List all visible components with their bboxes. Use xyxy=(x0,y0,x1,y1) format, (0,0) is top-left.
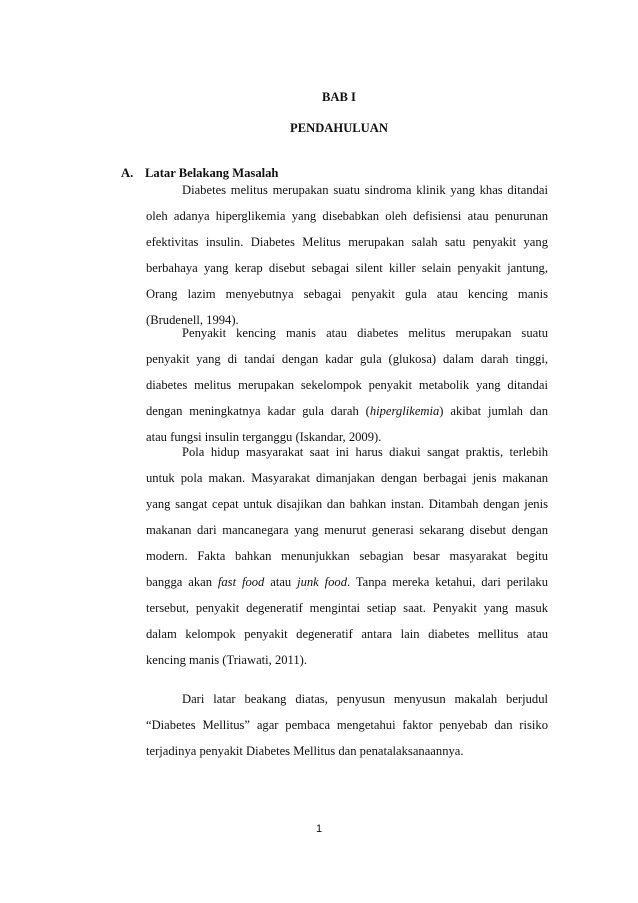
paragraph-line: diabetes melitus merupakan sekelompok penyakit metabolik yang ditandai xyxy=(146,378,548,392)
paragraph-line: Diabetes melitus merupakan suatu sindroma klinik yang khas ditandai xyxy=(182,183,548,197)
paragraph-line: “Diabetes Mellitus” agar pembaca mengetahui faktor penyebab dan risiko xyxy=(146,718,548,732)
paragraph-line: kencing manis (Triawati, 2011). xyxy=(146,653,308,667)
text-run: . Tanpa mereka ketahui, dari perilaku xyxy=(347,575,549,589)
chapter-title: BAB I xyxy=(322,90,356,104)
section-marker: A. xyxy=(121,166,134,180)
paragraph-line xyxy=(146,398,548,424)
text-run: atau xyxy=(264,575,298,589)
paragraph-line: untuk pola makan. Masyarakat dimanjakan dengan berbagai jenis makanan xyxy=(146,471,548,485)
paragraph-1 xyxy=(146,177,548,333)
paragraph-line: Dari latar beakang diatas, penyusun menyusun makalah berjudul xyxy=(182,692,548,706)
paragraph-4 xyxy=(146,686,548,764)
italic-term: fast food xyxy=(217,575,265,589)
text-run: bangga akan xyxy=(146,575,218,589)
section-title: Latar Belakang Masalah xyxy=(145,166,279,180)
paragraph-line: efektivitas insulin. Diabetes Melitus merupakan salah satu penyakit yang xyxy=(146,235,548,249)
paragraph-line: tersebut, penyakit degeneratif mengintai setiap saat. Penyakit yang masuk xyxy=(146,601,548,615)
page-number: 1 xyxy=(315,823,323,835)
italic-term: hiperglikemia xyxy=(369,404,440,418)
paragraph-2 xyxy=(146,320,548,450)
paragraph-line: Pola hidup masyarakat saat ini harus diakui sangat praktis, terlebih xyxy=(182,445,548,459)
text-run: dengan meningkatnya kadar gula darah ( xyxy=(146,404,370,418)
paragraph-line: Orang lazim menyebutnya sebagai penyakit gula atau kencing manis xyxy=(146,287,548,301)
paragraph-line: Penyakit kencing manis atau diabetes melitus merupakan suatu xyxy=(182,326,548,340)
paragraph-line: modern. Fakta bahkan menunjukkan sebagian besar masyarakat begitu xyxy=(146,549,548,563)
paragraph-line: makanan dari mancanegara yang menurut generasi sekarang disebut dengan xyxy=(146,523,548,537)
paragraph-line: atau fungsi insulin terganggu (Iskandar, 2009). xyxy=(146,430,382,444)
chapter-heading: PENDAHULUAN xyxy=(290,121,388,135)
italic-term: junk food xyxy=(297,575,348,589)
paragraph-line: berbahaya yang kerap disebut sebagai silent killer selain penyakit jantung, xyxy=(146,261,548,275)
paragraph-line: (Brudenell, 1994). xyxy=(146,313,239,327)
paragraph-line: penyakit yang di tandai dengan kadar gula (glukosa) dalam darah tinggi, xyxy=(146,352,548,366)
paragraph-line xyxy=(146,569,548,595)
text-run: ) akibat jumlah dan xyxy=(439,404,548,418)
paragraph-line: yang sangat cepat untuk disajikan dan bahkan instan. Ditambah dengan jenis xyxy=(146,497,548,511)
paragraph-line: terjadinya penyakit Diabetes Mellitus dan penatalaksanaannya. xyxy=(146,744,464,758)
paragraph-3 xyxy=(146,439,548,673)
paragraph-line: oleh adanya hiperglikemia yang disebabkan oleh defisiensi atau penurunan xyxy=(146,209,548,223)
paragraph-line: dalam kelompok penyakit degeneratif antara lain diabetes mellitus atau xyxy=(146,627,548,641)
